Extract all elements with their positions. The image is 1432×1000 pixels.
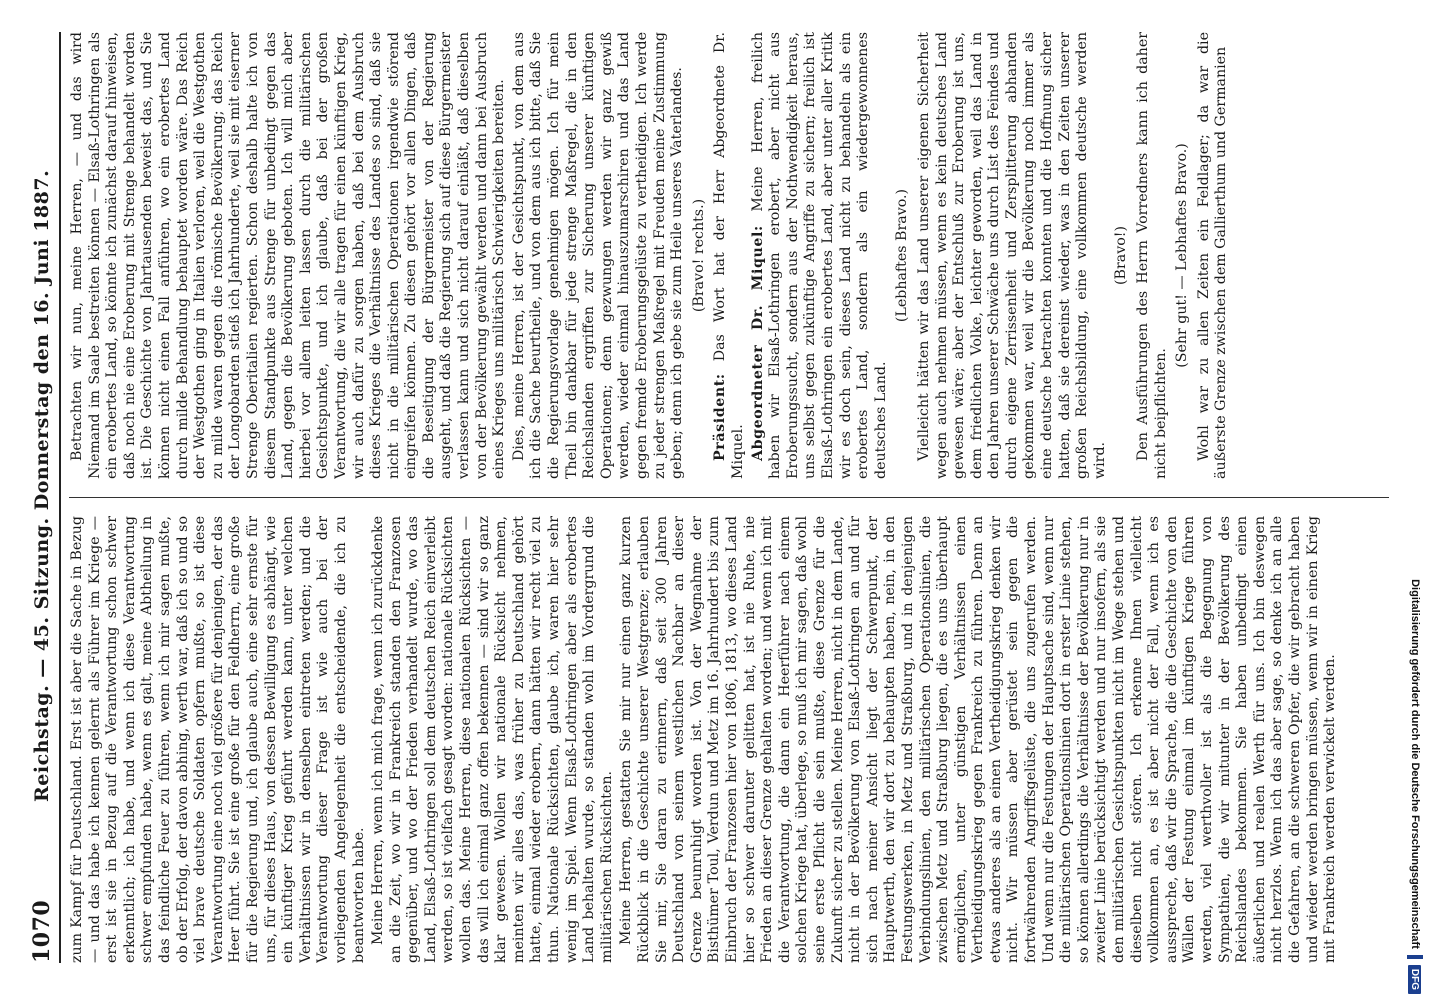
paragraph: Vielleicht hätten wir das Land unserer eigenen Sicherheit wegen auch nehmen müssen, wenn es kein deutsches Land gewesen wäre; aber der Entschluß zur Eroberung ist uns, dem friedlichen Volke, leichter geworden, weil das Land in den Jahren unserer Schwäche uns durch List des Feindes und durch eigene Zerrissenheit und Zersplitterung abhanden gekommen war, weil wir die Bevölkerung noch immer als eine deutsche betrachten konnten und die Hoffnung sicher hatten, daß sie dereinst wieder, was in den Zeiten unserer großen Reichsbildung, eine vollkommen deutsche werden wird.	[915, 32, 1108, 479]
paragraph: Wohl war zu allen Zeiten ein Feldlager; da war die äußerste Grenze zwischen dem Gallierthum und Germanien	[1195, 32, 1230, 479]
speaker-label: Abgeordneter Dr. Miquel:	[749, 225, 766, 461]
digitization-credit	[1406, 4, 1424, 994]
speaker-label: Präsident:	[712, 373, 729, 461]
left-column	[69, 516, 1389, 963]
column-divider	[69, 497, 1389, 498]
reaction-note: (Lebhaftes Bravo.)	[894, 188, 911, 323]
reaction-note: (Sehr gut! — Lebhaftes Bravo.)	[1174, 143, 1191, 368]
president-statement	[712, 32, 747, 479]
reaction-note: (Bravo! rechts.)	[690, 198, 707, 313]
paragraph: zum Kampf für Deutschland. Erst ist aber die Sache in Bezug — und das habe ich kennen gelernt als Führer im Kriege — erst ist sie in Bezug auf die Verantwortung schon schwer erkenntlich; ich habe, und wenn ich diese Verantwortung schwer empfunden habe, wenn es galt, meine Abtheilung in das feindliche Feuer zu führen, wenn ich mir sagen mußte, ob der Erfolg, der davon abhing, werth war, daß ich so und so viel brave deutsche Soldaten opfern mußte, so ist diese Verantwortung eine noch viel größere für denjenigen, der das Heer führt. Sie ist eine große für den Feldherrn, eine große für die Regierung und, ich glaube auch, eine sehr ernste für uns, für dieses Haus, von dessen Bewilligung es abhängt, wie ein künftiger Krieg geführt werden kann, unter welchen Verhältnissen wir in denselben eintreten werden; und die Verantwortung dieser Frage ist wie auch bei der vorliegenden Angelegenheit die entscheidende, die ich zu beantworten habe.	[69, 516, 367, 963]
dfg-bar-icon	[1407, 955, 1423, 959]
page-header	[25, 32, 61, 963]
miquel-statement	[750, 32, 891, 479]
credit-text: Digitalisierung gefördert durch die Deutsche Forschungsgemeinschaft	[1409, 579, 1421, 949]
rotated-newspaper-page	[15, 10, 1400, 985]
dfg-logo: DFG	[1409, 965, 1422, 994]
reaction-note: (Bravo!)	[1113, 226, 1130, 285]
paragraph: Meine Herren, wenn ich mich frage, wenn ich zurückdenke an die Zeit, wo wir in Frankreich standen den Franzosen gegenüber, und wo der Frieden verhandelt wurde, wo das Land, Elsaß-Lothringen soll dem deutschen Reich einverleibt werden, so ist vielfach gesagt worden: nationale Rücksichten wollen das. Meine Herren, diese nationalen Rücksichten — das will ich einmal ganz offen bekennen — sind wir so ganz klar gewesen. Wollen wir nationale Rücksicht nehmen, meinten wir alles das, was früher zu Deutschland gehört hatte, einmal wieder erobern, dann hätten wir recht viel zu thun. Nationale Rücksichten, glaube ich, waren hier sehr wenig im Spiel. Wenn Elsaß-Lothringen aber als erobertes Land behalten wurde, so standen wohl im Vordergrund die militärischen Rücksichten.	[370, 516, 615, 963]
paragraph: Dies, meine Herren, ist der Gesichtspunkt, von dem aus ich die Sache beurtheile, und von dem aus ich bitte, daß Sie die Regierungsvorlage genehmigen mögen. Ich für mein Theil bin dankbar für jede strenge Maßregel, die in den Reichslanden ergriffen zur Sicherung unserer künftigen Operationen; denn gezwungen werden wir ganz gewiß werden, wieder einmal hinauszumarschiren und das Land gegen fremde Eroberungsgelüste zu vertheidigen. Ich werde zu jeder strengen Maßregel mit Freuden meine Zustimmung geben; denn ich gebe sie zum Heile unseres Vaterlandes.	[510, 32, 686, 479]
page-title: Reichstag. — 45. Sitzung. Donnerstag den 16. Juni 1887.	[31, 169, 53, 802]
page-number: 1070	[29, 899, 55, 963]
paragraph: Den Ausführungen des Herrn Vorredners kann ich daher nicht beipflichten.	[1135, 32, 1169, 479]
paragraph: Betrachten wir nun, meine Herren, — und das wird Niemand im Saale bestreiten können — Elsaß-Lothringen als ein erobertes Land, so könnte ich zunächst darauf hinweisen, daß noch nie eine Eroberung mit Strenge behandelt worden ist. Die Geschichte von Jahrtausenden beweist das, und Sie können nicht einen Fall anführen, wo ein erobertes Land durch milde Behandlung behauptet worden wäre. Das Reich der Westgothen ging in Italien verloren, weil die Westgothen zu milde waren gegen die römische Bevölkerung; das Reich der Longobarden stieß ich Jahrhunderte, weil sie mit eiserner Strenge Oberitalien regierten. Schon deshalb halte ich von diesem Standpunkte aus Strenge für unbedingt gegen das Land, gegen die Bevölkerung geboten. Ich will mich aber hierbei vor allem leiten lassen durch die militärischen Gesichtspunkte, und ich glaube, daß bei der großen Verantwortung, die wir alle tragen für einen künftigen Krieg, wir auch dafür zu sorgen haben, daß bei dem Ausbruch dieses Krieges die Verhältnisse des Landes so sind, daß sie nicht in die militärischen Operationen irgendwie störend eingreifen können. Zu diesen gehört vor allen Dingen, daß die Beseitigung der Bürgermeister von der Regierung ausgeht, und daß die Regierung sich auf diese Bürgermeister verlassen kann und sich nicht darauf einläßt, daß dieselben von der Bevölkerung gewählt werden und dann bei Ausbruch eines Krieges uns militärisch Schwierigkeiten bereiten.	[69, 32, 508, 479]
paragraph: Meine Herren, gestatten Sie mir nur einen ganz kurzen Rückblick in die Geschichte unserer Westgrenze; erlauben Sie mir, Sie daran zu erinnern, daß seit 300 Jahren Deutschland von seinem westlichen Nachbar an dieser Grenze beunruhigt worden ist. Von der Wegnahme der Bisthümer Toul, Verdun und Metz im 16. Jahrhundert bis zum Einbruch der Franzosen hier von 1806, 1813, wo dieses Land hier so schwer darunter gelitten hat, ist nie Ruhe, nie Frieden an dieser Grenze gehalten worden; und wenn ich mit die Verantwortung, die dann ein Heerführer nach einem solchen Kriege hat, überlege, so muß ich mir sagen, daß wohl seine erste Pflicht die sein mußte, diese Grenze für die Zukunft sicher zu stellen. Meine Herren, nicht in dem Lande, nicht in der Bevölkerung von Elsaß-Lothringen an und für sich nach meiner Ansicht liegt der Schwerpunkt, der Hauptwerth, den wir dort zu behaupten haben, nein, in den Festungswerken, in Metz und Straßburg, und in denjenigen Verbindungslinien, den militärischen Operationslinien, die zwischen Metz und Straßburg liegen, die es uns überhaupt ermöglichen, unter günstigen Verhältnissen einen Vertheidigungskrieg gegen Frankreich zu führen. Denn an etwas anderes als an einen Vertheidigungskrieg denken wir nicht. Wir müssen aber gerüstet sein gegen die fortwährenden Angriffsgelüste, die uns zugerufen werden. Und wenn nur die Festungen der Hauptsache sind, wenn nur die militärischen Operationslinien dort in erster Linie stehen, so können allerdings die Verhältnisse der Bevölkerung nur in zweiter Linie berücksichtigt werden und nur insofern, als sie den militärischen Gesichtspunkten nicht im Wege stehen und dieselben nicht stören. Ich erkenne Ihnen vielleicht vollkommen an, es ist aber nicht der Fall, wenn ich es ausspreche, daß wir die Sprache, die die Geschichte von den Wällen der Festung einmal im künftigen Kriege führen werden, viel werthvoller ist als die Begegnung von Sympathien, die wir mitunter in der Bevölkerung des Reichslandes bekommen. Sie haben unbedingt einen äußerlichen und realen Werth für uns. Ich bin deswegen nicht herzlos. Wenn ich das aber sage, so denke ich an alle die Gefahren, an die schweren Opfer, die wir gebracht haben und wieder werden bringen müssen, wenn wir in einen Krieg mit Frankreich werden verwickelt werden.	[618, 516, 1339, 963]
right-column	[69, 32, 1389, 479]
speaker-text: Das Wort hat der Herr Abgeordnete Dr. Miquel.	[712, 32, 746, 479]
text-columns	[69, 32, 1389, 963]
speaker-text: Meine Herren, freilich haben wir Elsaß-Lothringen erobert, aber nicht aus Eroberungssucht, sondern aus der Nothwendigkeit heraus, uns selbst gegen zukünftige Angriffe zu sichern; freilich ist Elsaß-Lothringen ein erobertes Land, aber unter aller Kritik wir es doch sein, dieses Land nicht zu behandeln als ein erobertes Land, sondern als ein wiedergewonnenes deutsches Land.	[749, 32, 889, 479]
